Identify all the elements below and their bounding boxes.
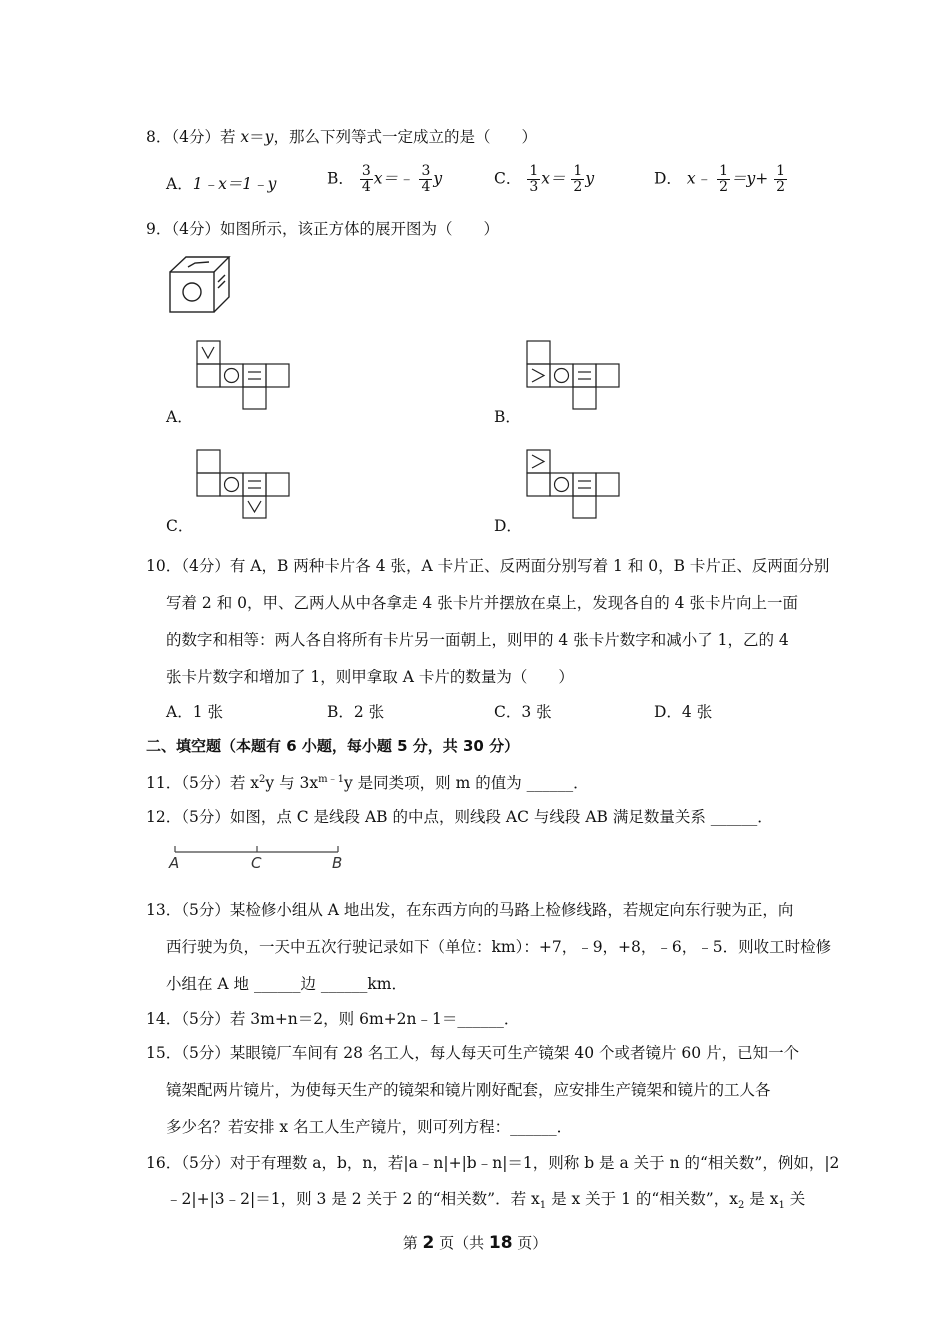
q15-line-2: 镜架配两片镜片，为使每天生产的镜架和镜片刚好配套，应安排生产镜架和镜片的工人各 [166, 1081, 771, 1099]
q14-text: 14．（5分）若 3m+n＝2，则 6m+2n﹣1＝______． [146, 1010, 520, 1028]
q13-line-1: 13．（5分）某检修小组从 A 地出发，在东西方向的马路上检修线路，若规定向东行驶为正，向 [146, 901, 794, 919]
label-b: B [332, 854, 343, 872]
q8-option-d: D． x﹣ $\frac{1}{2}$ ＝y+ $\frac{1}{2}$ [654, 163, 786, 195]
q10-line-1: 10．（4分）有 A，B 两种卡片各 4 张，A 卡片正、反两面分别写着 1 和 0，B 卡片正、反两面分别 [146, 557, 830, 575]
q12-text: 12．（5分）如图，点 C 是线段 AB 的中点，则线段 AC 与线段 AB 满足数量关系 ______． [146, 808, 773, 826]
q8-option-b: B． $\frac{3}{4}$ x＝﹣ $\frac{3}{4}$ y [327, 163, 443, 195]
q15-line-3: 多少名？若安排 x 名工人生产镜片，则可列方程：______． [166, 1118, 573, 1136]
q12-segment-figure [166, 840, 356, 874]
q11-text: 11．（5分）若 $x^2y$ 与 $3x^{m﹣1}y$ 是同类项，则 m 的值为 ______． [146, 774, 589, 793]
q9-cube-figure [166, 254, 238, 316]
q8-option-c: C． $\frac{1}{3}$ x＝ $\frac{1}{2}$ y [494, 163, 595, 195]
q10-option-d: D．4 张 [654, 703, 713, 721]
q8-stem: 8．（4分）若 x＝y，那么下列等式一定成立的是（ ） [146, 128, 537, 146]
q16-line-1: 16．（5分）对于有理数 a，b，n，若|a﹣n|+|b﹣n|＝1，则称 b 是 a 关于 n 的“相关数”，例如，|2 [146, 1154, 840, 1172]
q13-line-3: 小组在 A 地 ______边 ______km． [166, 975, 407, 993]
q10-line-2: 写着 2 和 0，甲、乙两人从中各拿走 4 张卡片并摆放在桌上，发现各自的 4 张卡片向上一面 [166, 594, 798, 612]
q9-option-c-label: C． [166, 517, 194, 535]
q13-line-2: 西行驶为负，一天中五次行驶记录如下（单位：km）：+7，﹣9，+8，﹣6，﹣5．则收工时检修 [166, 938, 832, 956]
q9-option-a-label: A． [166, 408, 193, 426]
q9-option-d-label: D． [494, 517, 522, 535]
q8-option-a: A．1﹣x＝1﹣y [166, 175, 277, 193]
q10-line-4: 张卡片数字和增加了 1，则甲拿取 A 卡片的数量为（ ） [166, 668, 574, 686]
q16-line-2: ﹣2|+|3﹣2|＝1，则 3 是 2 关于 2 的“相关数”．若 $x_1$ 是 x 关于 1 的“相关数”，$x_2$ 是 $x_1$ 关 [166, 1190, 806, 1212]
q9-net-d [526, 449, 622, 519]
q9-stem: 9．（4分）如图所示，该正方体的展开图为（ ） [146, 220, 499, 238]
q10-line-3: 的数字和相等：两人各自将所有卡片另一面朝上，则甲的 4 张卡片数字和减小了 1，乙的 4 [166, 631, 789, 649]
q10-option-b: B．2 张 [327, 703, 385, 721]
section-2-heading: 二、填空题（本题有 6 小题，每小题 5 分，共 30 分） [146, 737, 520, 755]
q9-option-b-label: B． [494, 408, 521, 426]
q9-net-b [526, 340, 622, 410]
page-footer: 第 2 页（共 18 页） [402, 1233, 548, 1253]
q15-line-1: 15．（5分）某眼镜厂车间有 28 名工人，每人每天可生产镜架 40 个或者镜片 60 片，已知一个 [146, 1044, 800, 1062]
q10-option-a: A．1 张 [166, 703, 223, 721]
q10-option-c: C．3 张 [494, 703, 552, 721]
q9-net-c [196, 449, 292, 519]
label-c: C [251, 854, 262, 872]
q9-net-a [196, 340, 292, 410]
label-a: A [169, 854, 180, 872]
